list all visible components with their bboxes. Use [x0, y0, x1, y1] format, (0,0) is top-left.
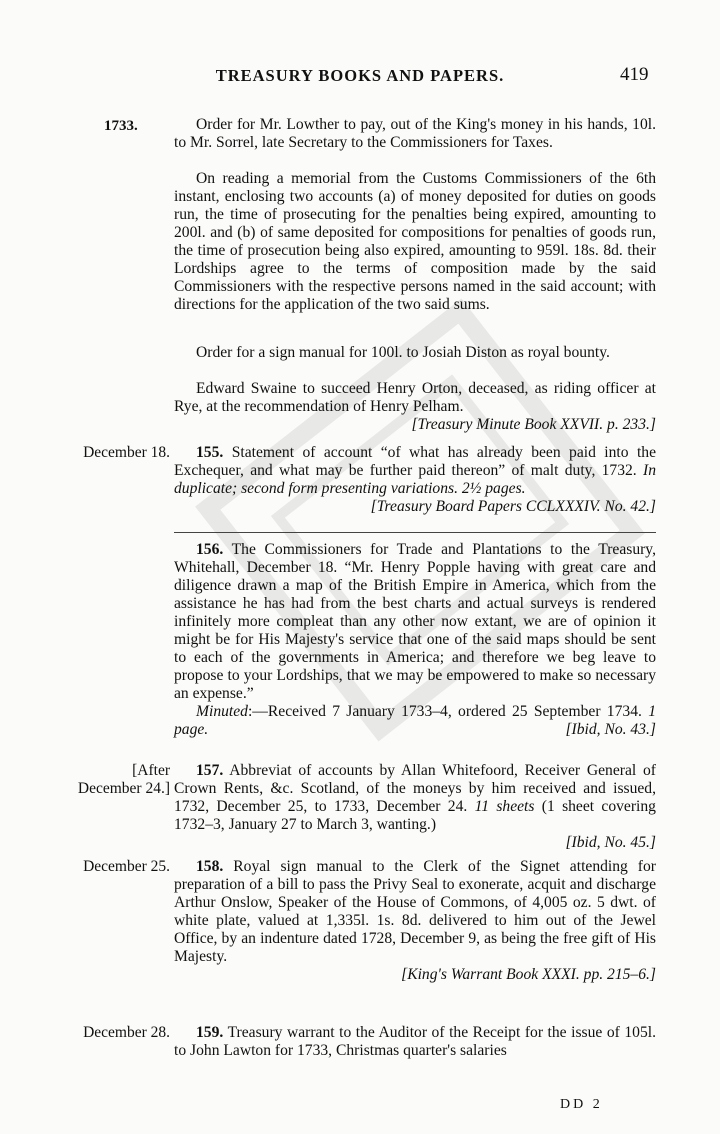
- page-number: 419: [620, 64, 649, 85]
- entry-text: Statement of account “of what has already been paid into the Exchequer, and what may be further paid thereon” of malt duty, 1732.: [174, 444, 656, 479]
- divider-rule: [174, 532, 656, 533]
- entry-italic-note: 11 sheets: [474, 798, 535, 815]
- entry-number: 157.: [196, 762, 224, 779]
- entry-157: [174, 762, 656, 852]
- year-marker: 1733.: [104, 118, 138, 134]
- date-december-25: December 25.: [83, 858, 170, 875]
- entry-155: [174, 444, 656, 516]
- entry-reference: [Treasury Minute Book XXVII. p. 233.]: [411, 416, 656, 433]
- entry-156: [174, 541, 656, 739]
- signature-mark: DD 2: [560, 1097, 603, 1112]
- entry-number: 159.: [196, 1024, 224, 1041]
- entry-text: Order for a sign manual for 100l. to Josiah Diston as royal bounty.: [196, 344, 610, 361]
- entry-body: [174, 858, 656, 966]
- entry-text: Edward Swaine to succeed Henry Orton, deceased, as riding officer at Rye, at the recommendation of Henry Pelham.: [174, 380, 656, 415]
- entry-swaine-officer: [174, 380, 656, 434]
- date-december-28: December 28.: [83, 1024, 170, 1041]
- entry-diston-bounty: [174, 344, 656, 362]
- entry-158: [174, 858, 656, 984]
- entry-minuted: [174, 703, 656, 739]
- entry-body: [174, 1024, 656, 1060]
- date-december-18: December 18.: [83, 444, 170, 461]
- entry-lowther-order: [174, 116, 656, 152]
- entry-text: Treasury warrant to the Auditor of the Receipt for the issue of 105l. to John Lawton for 1733, Christmas quarter's salaries: [174, 1024, 657, 1059]
- entry-reference: [Ibid, No. 45.]: [565, 834, 656, 851]
- running-title: TREASURY BOOKS AND PAPERS.: [215, 66, 505, 85]
- minuted-label: Minuted: [196, 703, 248, 720]
- date-after-label: [After: [132, 762, 170, 779]
- entry-number: 155.: [196, 444, 224, 461]
- entry-text: The Commissioners for Trade and Plantations to the Treasury, Whitehall, December 18. “Mr. Henry Popple having with great care and diligence drawn a map of the British Empire in America, which from the assistance he has had from the best charts and actual surveys is rendered infinitely more compleat than any other now extant, we are of opinion it might be for His Majesty's service that one of the said maps should be sent to each of the governments in America; and therefore we beg leave to propose to your Lordships, that we may be empowered to make so necessary an expense.”: [174, 541, 656, 702]
- entry-italic-note: In duplicate; second form presenting variations. 2½ pages.: [174, 462, 656, 497]
- entry-text: Abbreviat of accounts by Allan Whitefoord, Receiver General of Crown Rents, &c. Scotland, of the moneys by him received and issued, 1732, December 25, to 1733, December 24.: [174, 762, 656, 815]
- entry-reference: [Treasury Board Papers CCLXXXIV. No. 42.]: [370, 498, 656, 515]
- minuted-text: :—Received 7 January 1733–4, ordered 25 September 1734.: [247, 703, 642, 720]
- entry-customs-memorial: [174, 170, 656, 314]
- date-december-24: December 24.]: [77, 780, 170, 797]
- entry-159: [174, 1024, 656, 1060]
- entry-reference: [Ibid, No. 43.]: [565, 721, 656, 738]
- entry-number: 158.: [196, 858, 224, 875]
- entry-body: [174, 541, 656, 703]
- page-count: 1 page.: [174, 703, 656, 738]
- entry-text: Royal sign manual to the Clerk of the Signet attending for preparation of a bill to pass the Privy Seal to exonerate, acquit and discharge Arthur Onslow, Speaker of the House of Commons, of 4,005 oz. 5 dwt. of white plate, valued at 1,335l. 1s. 8d. delivered to him out of the Jewel Office, by an indenture dated 1728, December 9, as being the free gift of His Majesty.: [174, 858, 656, 965]
- entry-tail: (1 sheet covering 1732–3, January 27 to March 3, wanting.): [174, 798, 656, 833]
- entry-body: [174, 444, 656, 498]
- entry-text: Order for Mr. Lowther to pay, out of the King's money in his hands, 10l. to Mr. Sorrel, late Secretary to the Commissioners for Taxes.: [174, 116, 656, 151]
- entry-text: On reading a memorial from the Customs Commissioners of the 6th instant, enclosing two accounts (a) of money deposited for duties on goods run, the time of prosecuting for the penalties being expired, amounting to 200l. and (b) of same deposited for compositions for penalties of goods run, the time of prosecution being also expired, amounting to 959l. 18s. 8d. their Lordships agree to the terms of composition made by the said Commissioners with the respective persons named in the said account; with directions for the application of the two said sums.: [174, 170, 656, 313]
- entry-reference: [King's Warrant Book XXXI. pp. 215–6.]: [401, 966, 656, 983]
- entry-number: 156.: [196, 541, 224, 558]
- entry-body: [174, 762, 656, 834]
